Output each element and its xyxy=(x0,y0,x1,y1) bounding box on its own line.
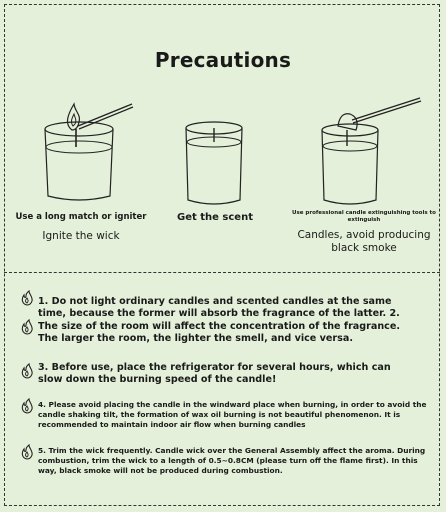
precaution-note-5-text: 5. Trim the wick frequently. Candle wick over the General Assembly affect the aroma. During combustion, trim the wick to a length of 0.5~0.8CM (please turn off the flame first). In this way, black smoke will not be produced during combustion. xyxy=(38,446,426,475)
precaution-note-1-text: 1. Do not light ordinary candles and scented candles at the same time, because the former will absorb the fragrance of the latter. 2. The size of the room will affect the concentration of the fragrance. The larger the room, the lighter the smell, and vice versa. xyxy=(38,296,401,345)
precaution-note-4-text: 4. Please avoid placing the candle in the windward place when burning, in order to avoid the candle shaking tilt, the formation of wax oil burning is not beautiful phenomenon. It is recommended to maintain indoor air flow when burning candles xyxy=(38,400,427,429)
flame-icon xyxy=(20,444,34,460)
flame-icon xyxy=(20,319,34,335)
step-ignite-label: Ignite the wick xyxy=(42,230,120,242)
step-extinguish-caption: Use professional candle extinguishing tools to extinguish xyxy=(292,210,436,223)
step-scent xyxy=(160,212,270,224)
page-title: Precautions xyxy=(154,48,292,72)
flame-icon xyxy=(20,290,34,306)
dashed-frame xyxy=(4,4,440,506)
precaution-note-3 xyxy=(38,362,398,387)
candle-glass-lit-icon xyxy=(34,96,144,206)
step-extinguish-label: Candles, avoid producing black smoke xyxy=(297,229,431,254)
step-ignite xyxy=(10,212,152,243)
flame-icon xyxy=(20,398,34,414)
candle-glass-icon xyxy=(180,116,250,208)
precaution-note-5 xyxy=(38,446,428,476)
precaution-note-4 xyxy=(38,400,428,430)
step-extinguish xyxy=(284,210,444,255)
candle-snuffer-icon xyxy=(316,96,426,208)
step-scent-label: Get the scent xyxy=(177,212,253,223)
dashed-divider xyxy=(4,272,440,273)
step-ignite-caption: Use a long match or igniter xyxy=(15,212,147,222)
flame-icon xyxy=(20,363,34,379)
precaution-note-1 xyxy=(38,296,418,346)
precaution-note-3-text: 3. Before use, place the refrigerator for several hours, which can slow down the burning speed of the candle! xyxy=(38,362,391,386)
